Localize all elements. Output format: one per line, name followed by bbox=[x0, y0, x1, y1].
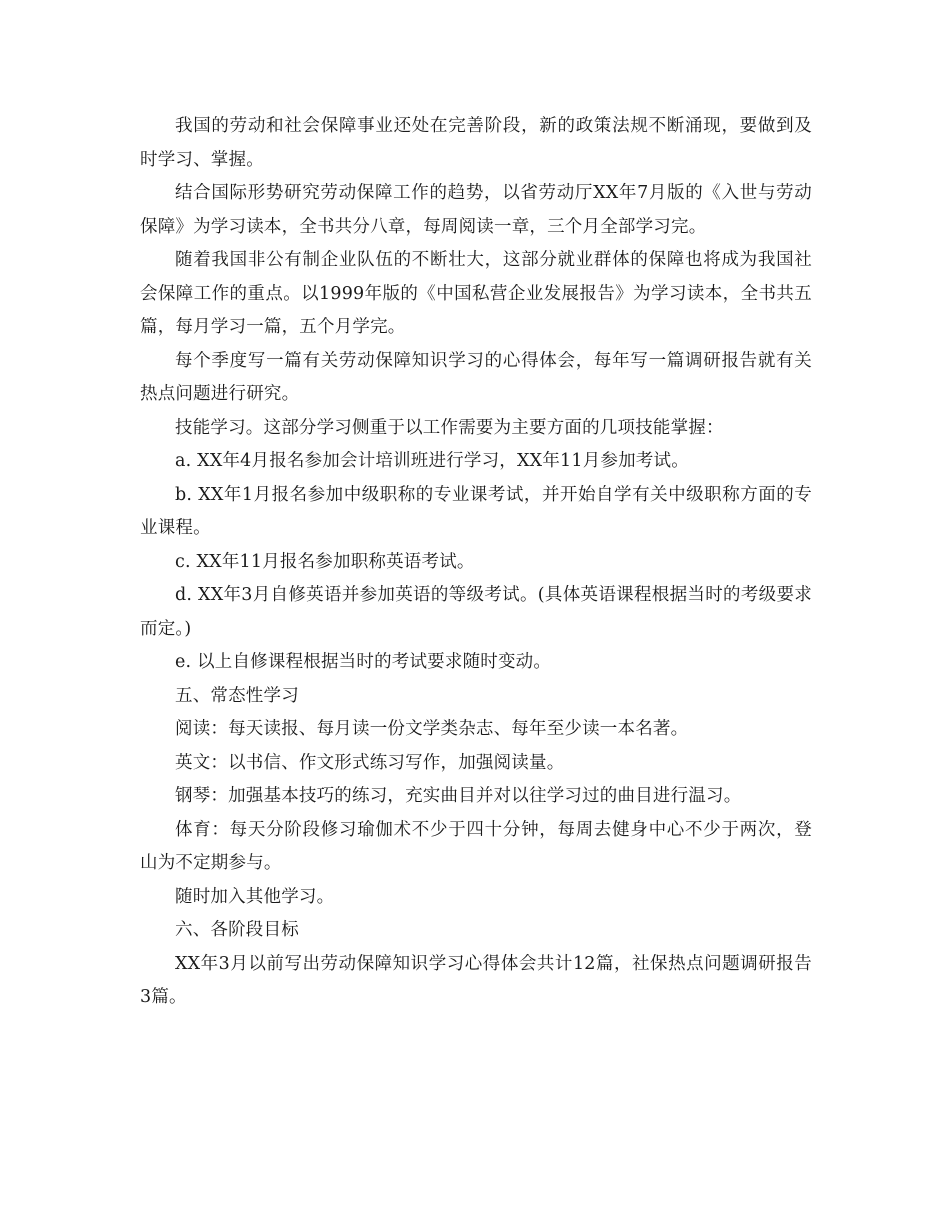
list-item-d: d. XX年3月自修英语并参加英语的等级考试。(具体英语课程根据当时的考级要求而定。) bbox=[140, 585, 812, 639]
paragraph-1: 我国的劳动和社会保障事业还处在完善阶段，新的政策法规不断涌现，要做到及时学习、掌握。 bbox=[140, 116, 812, 170]
paragraph-2: 结合国际形势研究劳动保障工作的趋势，以省劳动厅XX年7月版的《入世与劳动保障》为学习读本，全书共分八章，每周阅读一章，三个月全部学习完。 bbox=[140, 183, 812, 237]
paragraph-piano: 钢琴：加强基本技巧的练习，充实曲目并对以往学习过的曲目进行温习。 bbox=[175, 786, 742, 806]
paragraph-english: 英文：以书信、作文形式练习写作，加强阅读量。 bbox=[175, 752, 565, 773]
list-item-c: c. XX年11月报名参加职称英语考试。 bbox=[175, 551, 475, 572]
paragraph-sports: 体育：每天分阶段修习瑜伽术不少于四十分钟，每周去健身中心不少于两次，登山为不定期参与。 bbox=[140, 819, 812, 873]
paragraph-goals: XX年3月以前写出劳动保障知识学习心得体会共计12篇，社保热点问题调研报告3篇。 bbox=[140, 953, 812, 1007]
paragraph-other: 随时加入其他学习。 bbox=[175, 886, 335, 907]
section-heading-5: 五、常态性学习 bbox=[175, 685, 299, 706]
list-item-e: e. 以上自修课程根据当时的考试要求随时变动。 bbox=[175, 652, 552, 672]
paragraph-4: 每个季度写一篇有关劳动保障知识学习的心得体会，每年写一篇调研报告就有关热点问题进行研究。 bbox=[140, 350, 812, 404]
document-page bbox=[140, 110, 812, 1015]
paragraph-reading: 阅读：每天读报、每月读一份文学类杂志、每年至少读一本名著。 bbox=[175, 719, 689, 739]
list-item-a: a. XX年4月报名参加会计培训班进行学习，XX年11月参加考试。 bbox=[175, 451, 689, 471]
paragraph-5: 技能学习。这部分学习侧重于以工作需要为主要方面的几项技能掌握： bbox=[175, 417, 724, 438]
paragraph-3: 随着我国非公有制企业队伍的不断壮大，这部分就业群体的保障也将成为我国社会保障工作的重点。以1999年版的《中国私营企业发展报告》为学习读本，全书共五篇，每月学习一篇，五个月学完。 bbox=[140, 250, 812, 337]
section-heading-6: 六、各阶段目标 bbox=[175, 920, 299, 940]
list-item-b: b. XX年1月报名参加中级职称的专业课考试，并开始自学有关中级职称方面的专业课程。 bbox=[140, 484, 812, 538]
